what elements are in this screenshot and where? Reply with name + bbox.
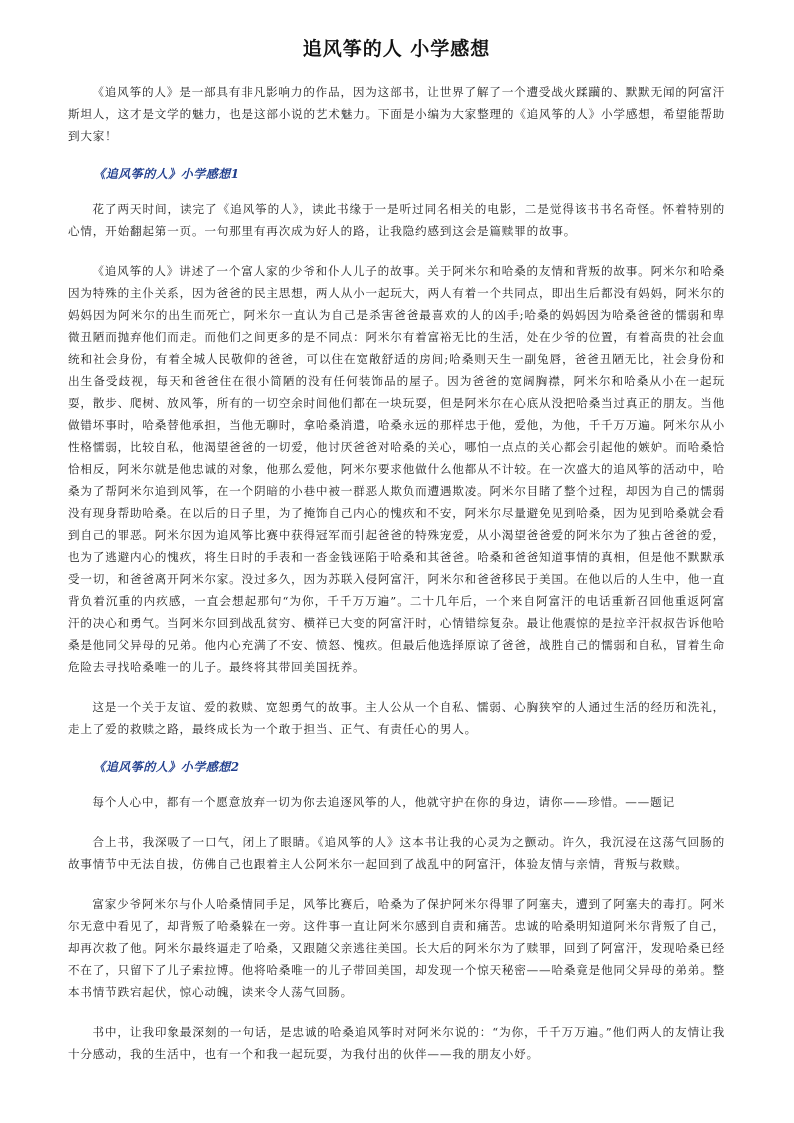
section-1-paragraph-2: 《追风筝的人》讲述了一个富人家的少爷和仆人儿子的故事。关于阿米尔和哈桑的友情和背叛的故事。阿米尔和哈桑因为特殊的主仆关系，因为爸爸的民主思想，两人从小一起玩大，两人有着一个共同点，即出生后都没有妈妈，阿米尔的妈妈因为阿米尔的出生而死亡，阿米尔一直认为自己是杀害爸爸最喜欢的人的凶手;哈桑的妈妈因为哈桑爸爸的懦弱和卑微丑陋而抛弃他们而走。而他们之间更多的是不同点：阿米尔有着富裕无比的生活，处在少爷的位置，有着高贵的社会血统和社会身份，有着全城人民敬仰的爸爸，可以住在宽敞舒适的房间;哈桑则天生一副兔唇，爸爸丑陋无比，社会身份和出生备受歧视，每天和爸爸住在很小简陋的没有任何装饰品的屋子。因为爸爸的宽阔胸襟，阿米尔和哈桑从小在一起玩耍，散步、爬树、放风筝，所有的一切空余时间他们都在一块玩耍，但是阿米尔在心底从没把哈桑当过真正的朋友。当他做错坏事时，哈桑替他承担，当他无聊时，拿哈桑消遣，哈桑永远的那样忠于他，爱他，为他，千千万万遍。阿米尔从小性格懦弱，比较自私，他渴望爸爸的一切爱，他讨厌爸爸对哈桑的关心，哪怕一点点的关心都会引起他的嫉妒。而哈桑恰恰相反，阿米尔就是他忠诚的对象，他那么爱他，阿米尔要求他做什么他都从不计较。在一次盛大的追风筝的活动中，哈桑为了帮阿米尔追到风筝，在一个阴暗的小巷中被一群恶人欺负而遭遇欺凌。阿米尔目睹了整个过程，却因为自己的懦弱没有现身帮助哈桑。在以后的日子里，为了掩饰自己内心的愧疚和不安，阿米尔尽量避免见到哈桑，因为见到哈桑就会看到自己的罪恶。阿米尔因为追风筝比赛中获得冠军而引起爸爸的特殊宠爱，从小渴望爸爸爱的阿米尔为了独占爸爸的爱，也为了逃避内心的愧疚，将生日时的手表和一沓金钱诬陷于哈桑和其爸爸。哈桑和爸爸知道事情的真相，但是他不默默承受一切，和爸爸离开阿米尔家。没过多久，因为苏联入侵阿富汗，阿米尔和爸爸移民于美国。在他以后的人生中，他一直背负着沉重的内疚感，一直会想起那句“为你，千千万万遍”。二十几年后，一个来自阿富汗的电话重新召回他重返阿富汗的决心和勇气。当阿米尔回到战乱贫穷、横祥已大变的阿富汗时，心情错综复杂。最让他震惊的是拉辛汗叔叔告诉他哈桑是他同父异母的兄弟。他内心充满了不安、愤怒、愧疚。但最后他选择原谅了爸爸，战胜自己的懦弱和自私，冒着生命危险去寻找哈桑唯一的儿子。最终将其带回美国抚养。 <box>68 264 725 674</box>
section-1-paragraph-1: 花了两天时间，读完了《追风筝的人》，读此书缘于一是听过同名相关的电影，二是觉得该书书名奇怪。怀着特别的心情，开始翻起第一页。一句那里有再次成为好人的路，让我隐约感到这会是篇赎罪的故事。 <box>68 202 725 238</box>
page-title: 追风筝的人 小学感想 <box>302 38 491 60</box>
section-2-paragraph-3: 富家少爷阿米尔与仆人哈桑情同手足，风筝比赛后，哈桑为了保护阿米尔得罪了阿塞夫，遭到了阿塞夫的毒打。阿米尔无意中看见了，却背叛了哈桑躲在一旁。这件事一直让阿米尔感到自责和痛苦。忠诚的哈桑明知道阿米尔背叛了自己，却再次救了他。阿米尔最终逼走了哈桑，又跟随父亲逃往美国。长大后的阿米尔为了赎罪，回到了阿富汗，发现哈桑已经不在了，只留下了儿子索拉博。他将哈桑唯一的儿子带回美国，却发现一个惊天秘密——哈桑竟是他同父异母的弟弟。整本书情节跌宕起伏，惊心动魄，读来令人荡气回肠。 <box>68 897 725 999</box>
section-heading-1: 《追风筝的人》小学感想1 <box>93 167 240 181</box>
section-heading-2: 《追风筝的人》小学感想2 <box>93 760 240 774</box>
section-1-paragraph-3: 这是一个关于友谊、爱的救赎、宽恕勇气的故事。主人公从一个自私、懦弱、心胸狭窄的人通过生活的经历和洗礼，走上了爱的救赎之路，最终成长为一个敢于担当、正气、有责任心的男人。 <box>68 700 725 736</box>
section-2-paragraph-1: 每个人心中，都有一个愿意放弃一切为你去追逐风筝的人，他就守护在你的身边，请你——珍惜。——题记 <box>92 795 675 809</box>
section-2-paragraph-2: 合上书，我深吸了一口气，闭上了眼睛。《追风筝的人》这本书让我的心灵为之颤动。许久，我沉浸在这荡气回肠的故事情节中无法自拔，仿佛自己也跟着主人公阿米尔一起回到了战乱中的阿富汗，体验友情与亲情，背叛与救赎。 <box>68 835 725 871</box>
section-2-paragraph-4: 书中，让我印象最深刻的一句话，是忠诚的哈桑追风筝时对阿米尔说的：“为你，千千万万遍。”他们两人的友情让我十分感动，我的生活中，也有一个和我一起玩耍，为我付出的伙伴——我的朋友小妤。 <box>68 1025 725 1061</box>
document-page <box>68 34 725 1083</box>
intro-paragraph: 《追风筝的人》是一部具有非凡影响力的作品，因为这部书，让世界了解了一个遭受战火蹂躏的、默默无闻的阿富汗斯坦人，这才是文学的魅力，也是这部小说的艺术魅力。下面是小编为大家整理的《追风筝的人》小学感想，希望能帮助到大家！ <box>68 85 725 143</box>
